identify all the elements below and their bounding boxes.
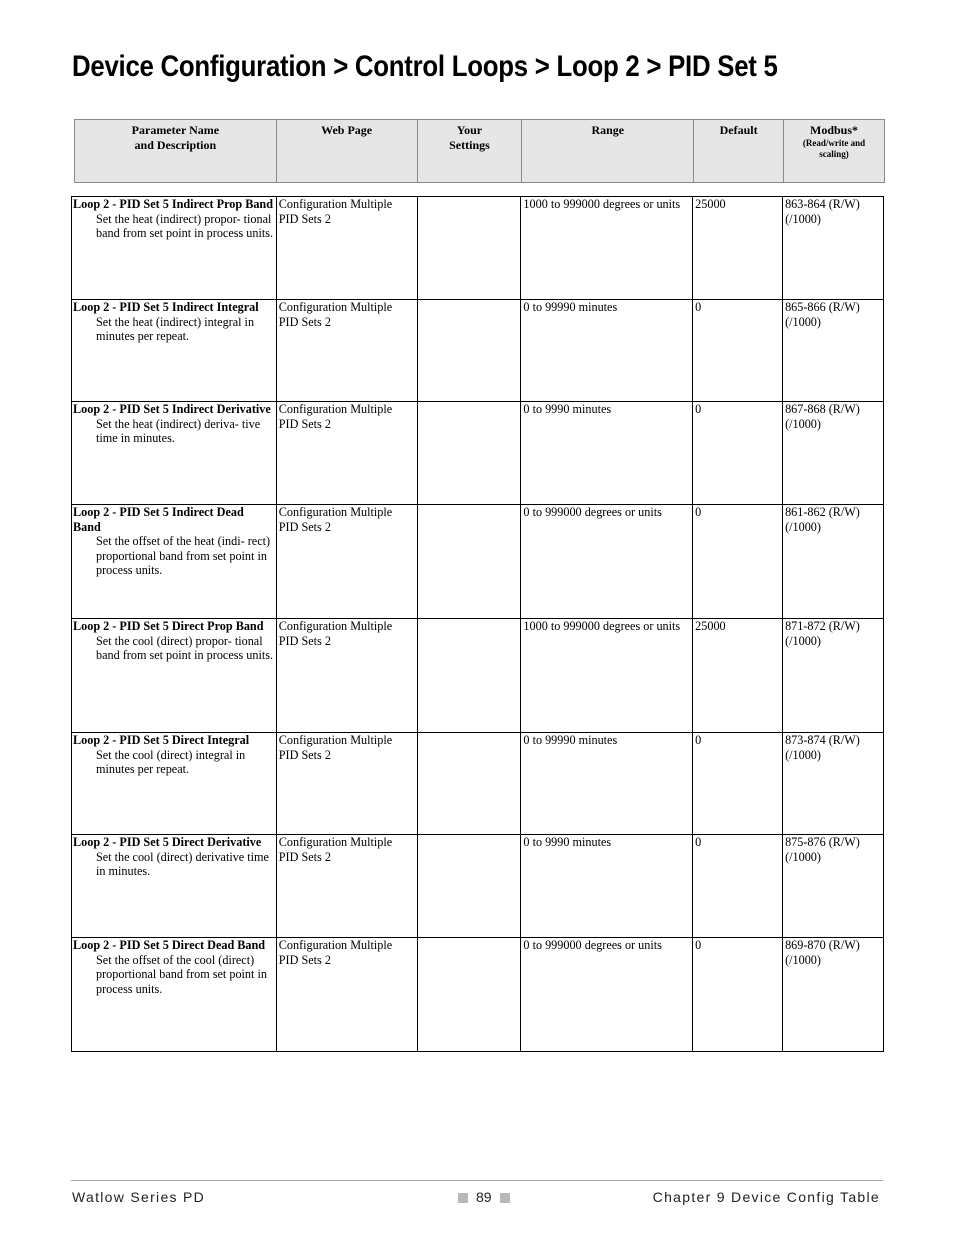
parameter-description: Set the offset of the heat (indi- rect) proportional band from set point in process units. — [96, 534, 271, 577]
your-settings-cell — [417, 733, 521, 835]
table-row — [72, 938, 884, 1052]
header-default: Default — [694, 120, 784, 183]
modbus-cell: 871-872 (R/W) (/1000) — [783, 619, 884, 733]
footer-page-number — [450, 1189, 518, 1205]
page-title: Device Configuration > Control Loops > Loop 2 > PID Set 5 — [72, 50, 778, 83]
header-your-line2: Settings — [449, 138, 490, 152]
default-cell: 0 — [693, 505, 783, 619]
parameter-name: Loop 2 - PID Set 5 Direct Prop Band — [73, 619, 264, 633]
header-parameter-name — [75, 120, 277, 183]
parameter-description: Set the cool (direct) integral in minutes per repeat. — [96, 747, 246, 776]
default-cell: 0 — [693, 835, 783, 938]
range-cell: 0 to 9990 minutes — [521, 835, 693, 938]
header-modbus-label: Modbus* — [810, 123, 859, 137]
modbus-cell: 861-862 (R/W) (/1000) — [783, 505, 884, 619]
header-your-line1: Your — [456, 123, 483, 137]
parameter-name: Loop 2 - PID Set 5 Indirect Integral — [73, 300, 259, 314]
default-cell: 0 — [693, 402, 783, 505]
modbus-cell: 865-866 (R/W) (/1000) — [783, 300, 884, 402]
parameter-description: Set the heat (indirect) integral in minutes per repeat. — [96, 314, 255, 343]
your-settings-cell — [417, 619, 521, 733]
modbus-cell: 873-874 (R/W) (/1000) — [783, 733, 884, 835]
range-cell: 0 to 999000 degrees or units — [521, 505, 693, 619]
table-row — [72, 197, 884, 300]
web-page-cell: Configuration Multiple PID Sets 2 — [276, 619, 417, 733]
parameter-description: Set the heat (indirect) deriva- tive time in minutes. — [96, 416, 261, 445]
modbus-cell: 875-876 (R/W) (/1000) — [783, 835, 884, 938]
parameter-cell — [72, 505, 277, 619]
default-cell: 0 — [693, 300, 783, 402]
web-page-cell: Configuration Multiple PID Sets 2 — [276, 505, 417, 619]
table-row — [72, 835, 884, 938]
parameter-name: Loop 2 - PID Set 5 Direct Derivative — [73, 835, 262, 849]
default-cell: 0 — [693, 938, 783, 1052]
range-cell: 0 to 9990 minutes — [521, 402, 693, 505]
web-page-cell: Configuration Multiple PID Sets 2 — [276, 402, 417, 505]
parameter-description: Set the cool (direct) derivative time in minutes. — [96, 849, 269, 878]
header-modbus-sub2: scaling) — [819, 149, 849, 159]
parameter-cell — [72, 938, 277, 1052]
web-page-cell: Configuration Multiple PID Sets 2 — [276, 300, 417, 402]
page-number: 89 — [476, 1189, 492, 1205]
modbus-cell: 869-870 (R/W) (/1000) — [783, 938, 884, 1052]
parameter-cell — [72, 197, 277, 300]
square-bullet-icon — [458, 1193, 468, 1203]
web-page-cell: Configuration Multiple PID Sets 2 — [276, 733, 417, 835]
header-web-page: Web Page — [276, 120, 417, 183]
default-cell: 25000 — [693, 197, 783, 300]
header-modbus-sub1: (Read/write and — [802, 138, 866, 148]
parameter-name: Loop 2 - PID Set 5 Indirect Dead Band — [73, 505, 244, 534]
table-row — [72, 505, 884, 619]
square-bullet-icon — [500, 1193, 510, 1203]
your-settings-cell — [417, 300, 521, 402]
table-row — [72, 619, 884, 733]
parameter-cell — [72, 619, 277, 733]
your-settings-cell — [417, 938, 521, 1052]
range-cell: 1000 to 999000 degrees or units — [521, 197, 693, 300]
web-page-cell: Configuration Multiple PID Sets 2 — [276, 197, 417, 300]
footer-product-name: Watlow Series PD — [72, 1189, 206, 1205]
table-row — [72, 300, 884, 402]
parameter-name: Loop 2 - PID Set 5 Indirect Prop Band — [73, 197, 273, 211]
footer-divider — [71, 1180, 883, 1181]
table-row — [72, 733, 884, 835]
range-cell: 0 to 999000 degrees or units — [521, 938, 693, 1052]
default-cell: 25000 — [693, 619, 783, 733]
header-param-line2: and Description — [134, 138, 217, 152]
header-param-line1: Parameter Name — [131, 123, 220, 137]
range-cell: 1000 to 999000 degrees or units — [521, 619, 693, 733]
your-settings-cell — [417, 197, 521, 300]
parameter-name: Loop 2 - PID Set 5 Direct Dead Band — [73, 938, 266, 952]
parameter-description: Set the offset of the cool (direct) proportional band from set point in process units. — [96, 952, 267, 996]
parameter-cell — [72, 733, 277, 835]
parameter-cell — [72, 402, 277, 505]
web-page-cell: Configuration Multiple PID Sets 2 — [276, 938, 417, 1052]
parameter-name: Loop 2 - PID Set 5 Indirect Derivative — [73, 402, 271, 416]
default-cell: 0 — [693, 733, 783, 835]
web-page-cell: Configuration Multiple PID Sets 2 — [276, 835, 417, 938]
table-row — [72, 402, 884, 505]
header-range: Range — [522, 120, 694, 183]
header-your-settings — [417, 120, 522, 183]
range-cell: 0 to 99990 minutes — [521, 300, 693, 402]
parameter-cell — [72, 835, 277, 938]
range-cell: 0 to 99990 minutes — [521, 733, 693, 835]
parameter-name: Loop 2 - PID Set 5 Direct Integral — [73, 733, 250, 747]
header-modbus — [784, 120, 885, 183]
modbus-cell: 863-864 (R/W) (/1000) — [783, 197, 884, 300]
modbus-cell: 867-868 (R/W) (/1000) — [783, 402, 884, 505]
parameter-cell — [72, 300, 277, 402]
parameter-description: Set the heat (indirect) propor- tional band from set point in process units. — [96, 211, 274, 240]
your-settings-cell — [417, 402, 521, 505]
your-settings-cell — [417, 835, 521, 938]
parameter-table — [71, 196, 884, 1052]
parameter-description: Set the cool (direct) propor- tional band from set point in process units. — [96, 633, 274, 662]
your-settings-cell — [417, 505, 521, 619]
footer-chapter: Chapter 9 Device Config Table — [652, 1189, 880, 1205]
column-header-table — [74, 119, 885, 183]
